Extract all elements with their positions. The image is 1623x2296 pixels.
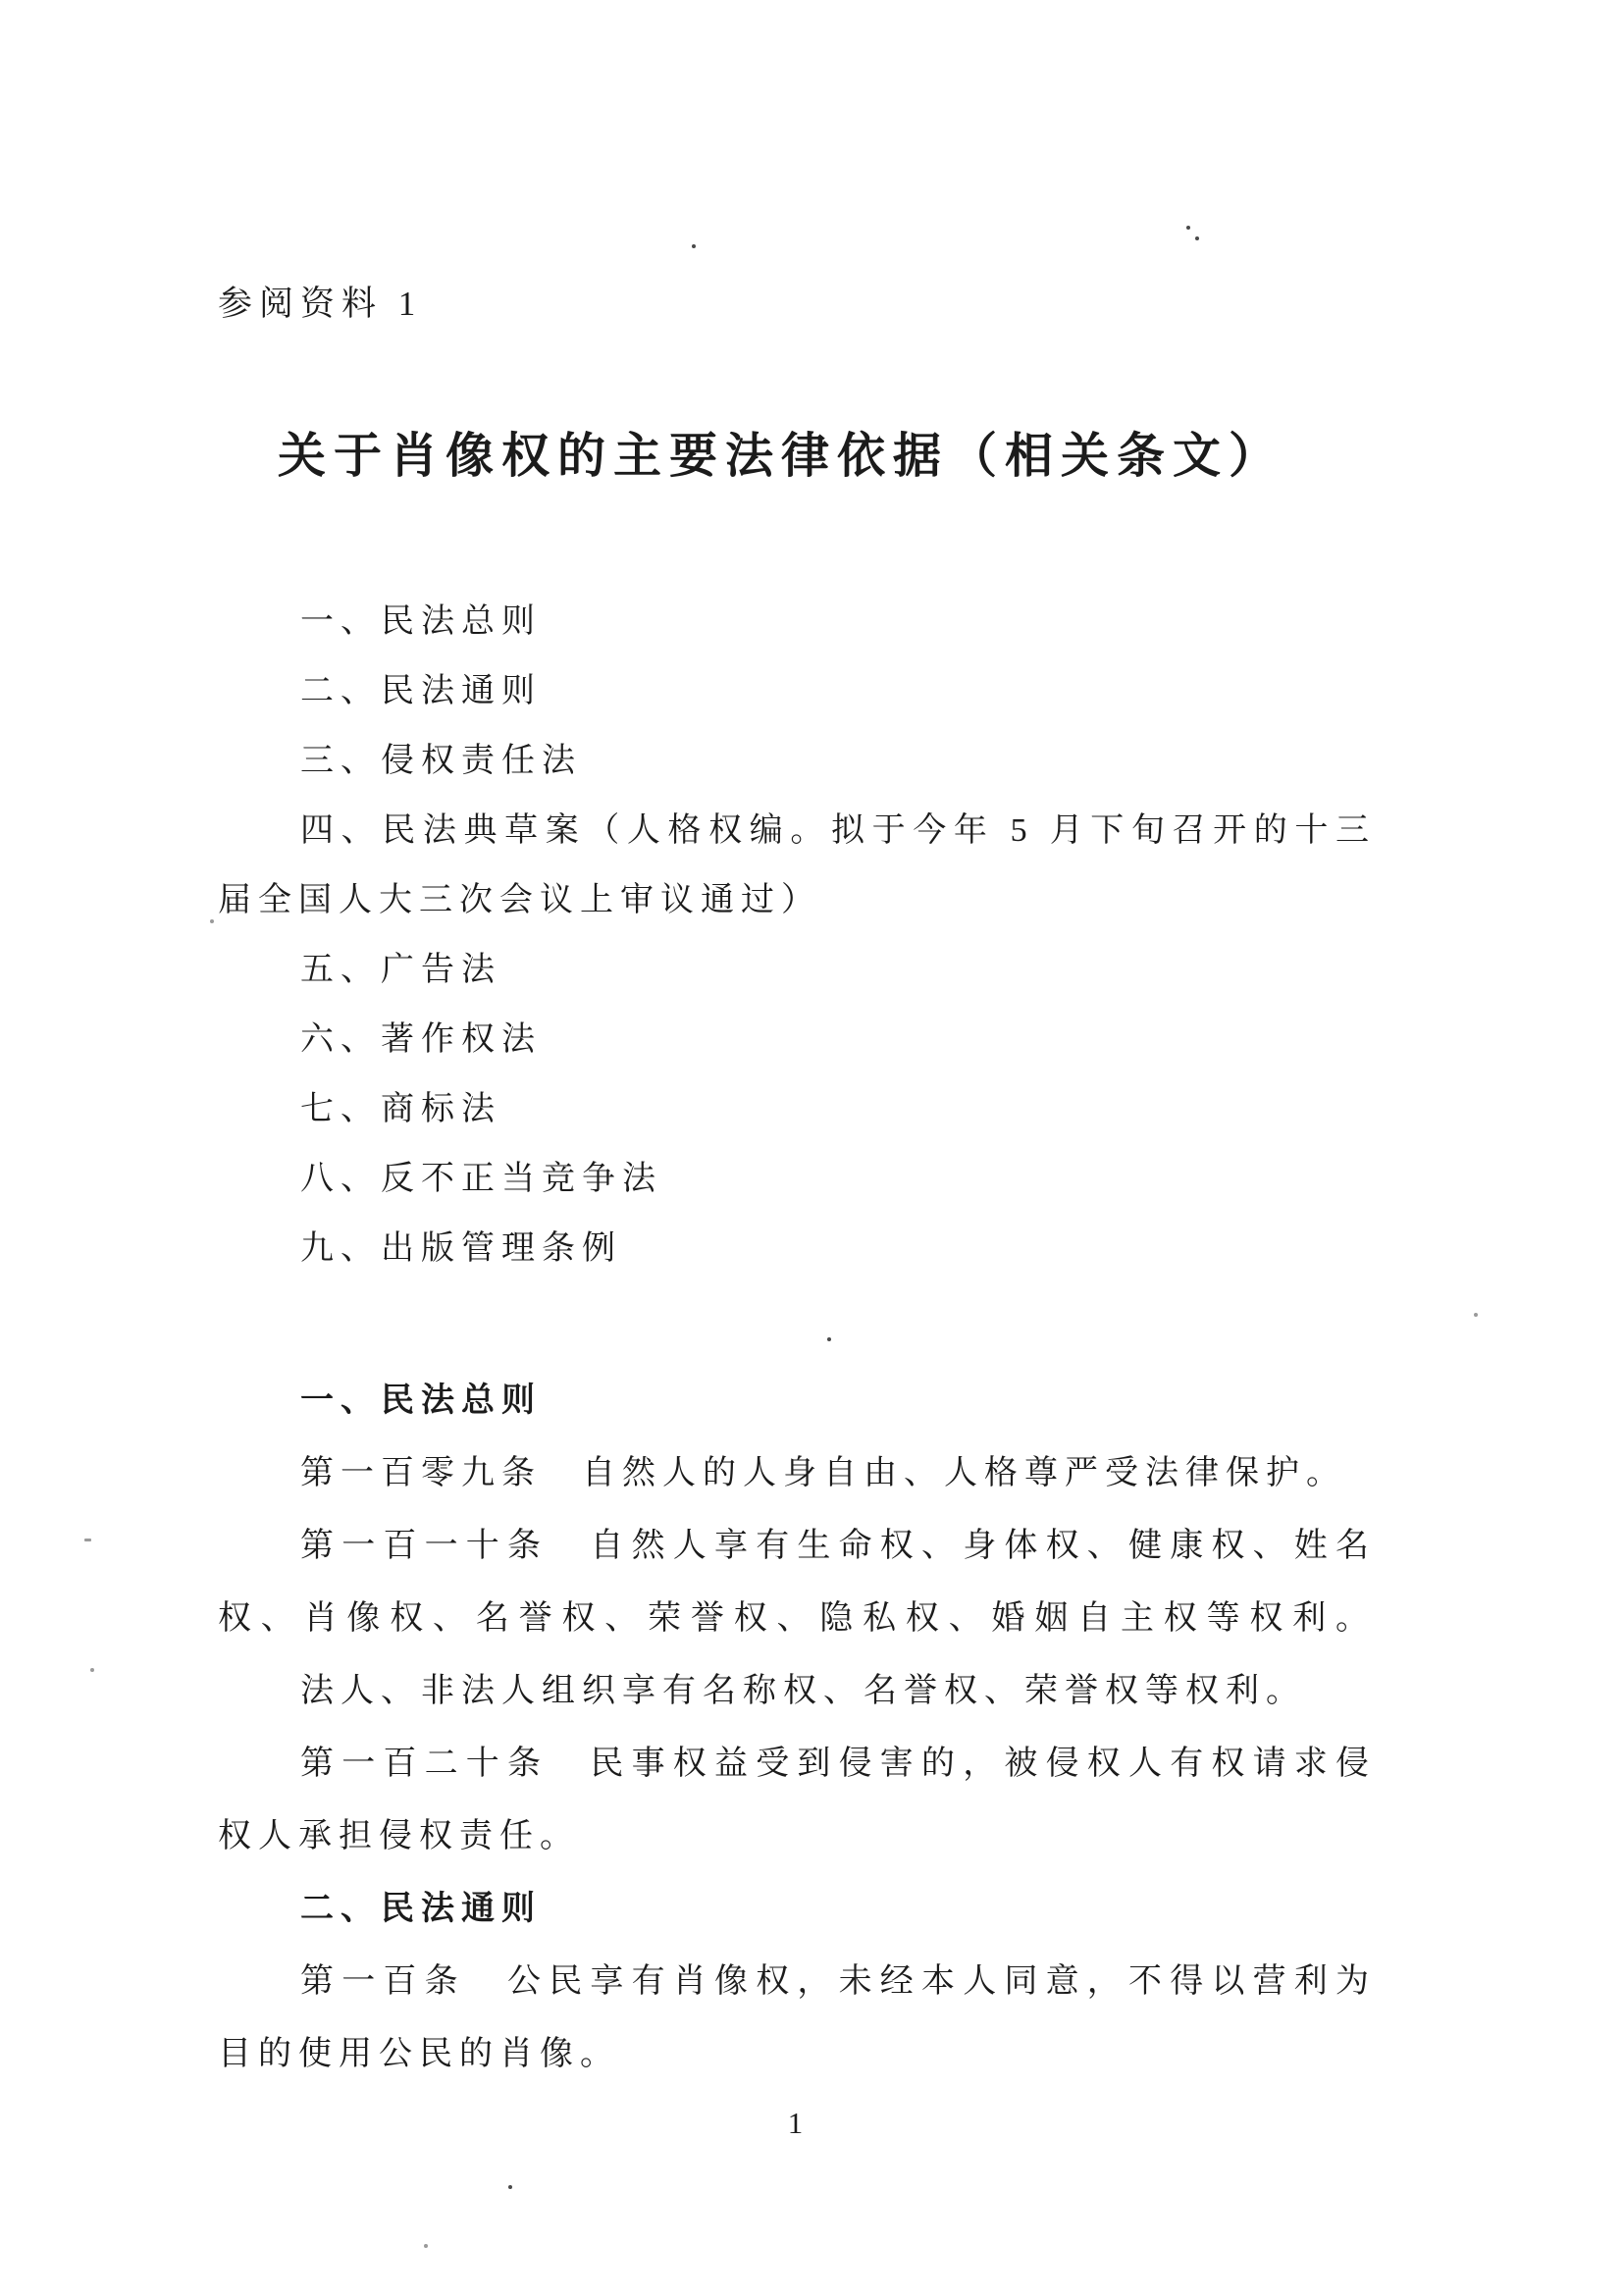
article-120-line-2: 权人承担侵权责任。 bbox=[218, 1818, 580, 1854]
toc-item-5: 五、广告法 bbox=[300, 952, 501, 988]
toc-item-6: 六、著作权法 bbox=[300, 1021, 542, 1058]
toc-item-2: 二、民法通则 bbox=[300, 673, 542, 709]
scan-speck bbox=[84, 1539, 91, 1541]
scan-speck bbox=[1186, 226, 1190, 230]
toc-item-7: 七、商标法 bbox=[300, 1091, 501, 1127]
body-text bbox=[218, 1365, 1376, 2091]
page-title: 关于肖像权的主要法律依据（相关条文） bbox=[277, 429, 1284, 483]
doc-reference-label: 参阅资料 1 bbox=[218, 285, 423, 323]
scan-speck bbox=[827, 1337, 831, 1341]
scan-speck bbox=[508, 2185, 512, 2189]
article-100-line-1: 第一百条 公民享有肖像权，未经本人同意，不得以营利为 bbox=[300, 1963, 1376, 2000]
scan-speck bbox=[1474, 1313, 1478, 1317]
scan-speck bbox=[1195, 236, 1199, 240]
page-number: 1 bbox=[787, 2106, 805, 2140]
scan-speck bbox=[90, 1668, 94, 1672]
article-110-line-2: 权、肖像权、名誉权、荣誉权、隐私权、婚姻自主权等权利。 bbox=[218, 1600, 1376, 1637]
toc-item-1: 一、民法总则 bbox=[300, 603, 542, 640]
article-110-line-1: 第一百一十条 自然人享有生命权、身体权、健康权、姓名 bbox=[300, 1528, 1376, 1564]
scan-speck bbox=[692, 244, 696, 248]
article-120-line-1: 第一百二十条 民事权益受到侵害的，被侵权人有权请求侵 bbox=[300, 1746, 1376, 1782]
toc-item-9: 九、出版管理条例 bbox=[300, 1230, 622, 1267]
scan-speck bbox=[210, 919, 214, 923]
toc-item-4-wrap: 届全国人大三次会议上审议通过） bbox=[218, 882, 821, 918]
article-100-line-2: 目的使用公民的肖像。 bbox=[218, 2036, 620, 2072]
toc-list bbox=[218, 587, 1376, 1283]
article-109: 第一百零九条 自然人的人身自由、人格尊严受法律保护。 bbox=[300, 1455, 1346, 1491]
toc-item-3: 三、侵权责任法 bbox=[300, 743, 582, 779]
toc-item-8: 八、反不正当竞争法 bbox=[300, 1161, 662, 1197]
section-2-heading: 二、民法通则 bbox=[300, 1891, 542, 1927]
toc-item-4: 四、民法典草案（人格权编。拟于今年 5 月下旬召开的十三 bbox=[300, 812, 1376, 849]
scan-speck bbox=[424, 2244, 428, 2248]
section-1-heading: 一、民法总则 bbox=[300, 1383, 542, 1419]
article-110-paragraph-2: 法人、非法人组织享有名称权、名誉权、荣誉权等权利。 bbox=[300, 1673, 1306, 1709]
